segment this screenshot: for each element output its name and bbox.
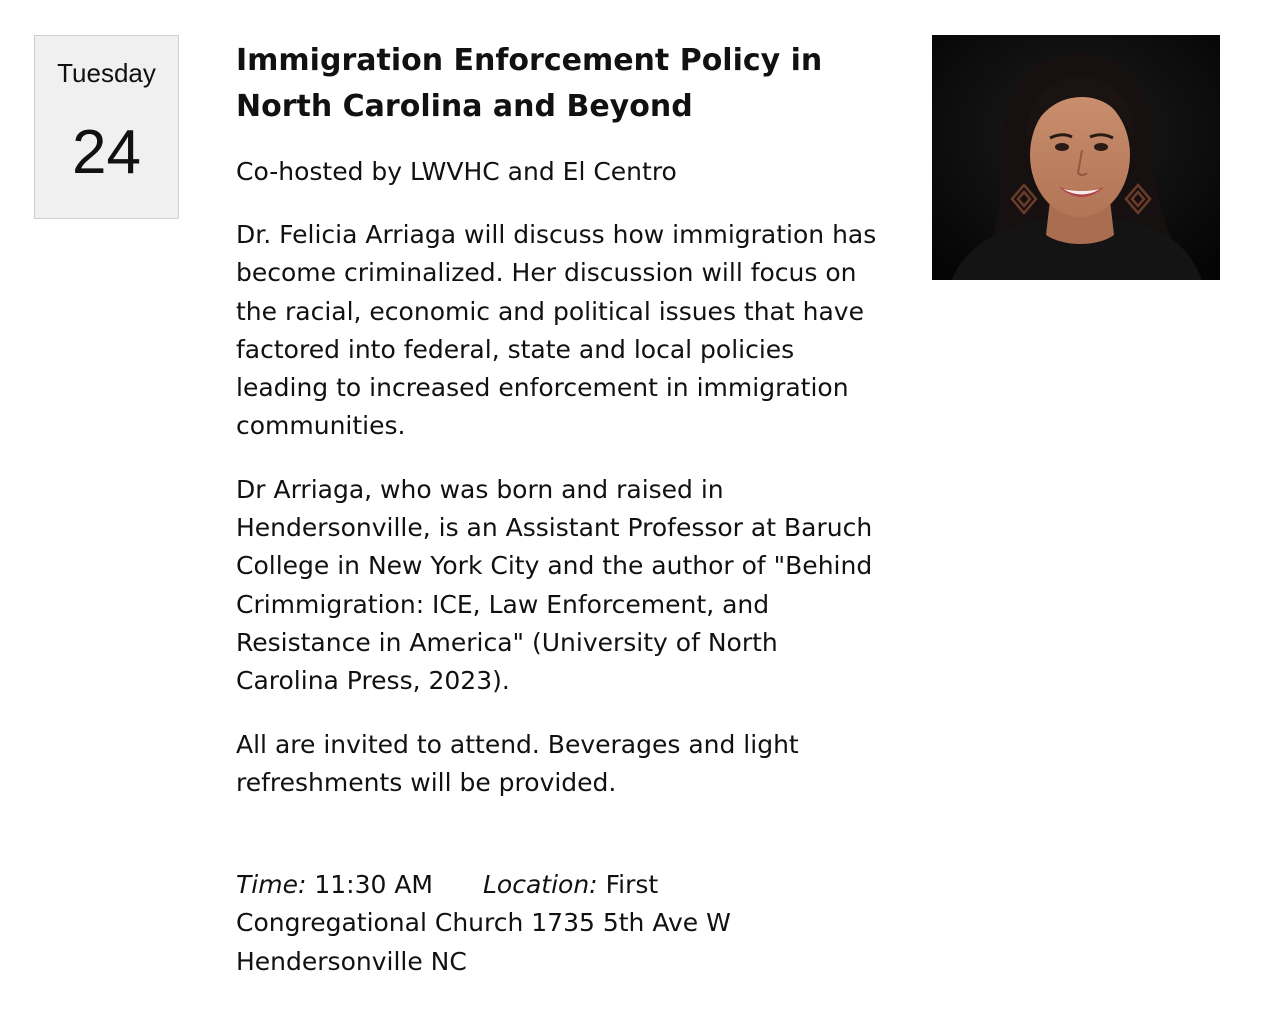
speaker-photo bbox=[932, 35, 1220, 280]
event-description-1: Dr. Felicia Arriaga will discuss how immigration has become criminalized. Her discussion will focus on the racial, economic and political issues that have factored into federal, state and local policies leading to increased enforcement in immigration communities. bbox=[236, 220, 877, 441]
time-value: 11:30 AM bbox=[314, 870, 433, 900]
location-value: First Congregational Church 1735 5th Ave W Hendersonville NC bbox=[236, 870, 731, 976]
event-description-3: All are invited to attend. Beverages and light refreshments will be provided. bbox=[236, 729, 799, 797]
location-label: Location: bbox=[483, 870, 598, 900]
event-title: Immigration Enforcement Policy in North Carolina and Beyond bbox=[236, 43, 823, 124]
event-time-location bbox=[236, 866, 776, 981]
event-cohost: Co-hosted by LWVHC and El Centro bbox=[236, 157, 677, 186]
event-day-number: 24 bbox=[72, 118, 141, 187]
speaker-portrait-icon bbox=[932, 35, 1220, 280]
event-weekday: Tuesday bbox=[57, 58, 156, 88]
event-description-2: Dr Arriaga, who was born and raised in Hendersonville, is an Assistant Professor at Baruch College in New York City and the author of "Behind Crimmigration: ICE, Law Enforcement, and Resistance in America" (University of North Carolina Press, 2023). bbox=[236, 474, 873, 696]
event-date-badge bbox=[34, 35, 179, 219]
time-label: Time: bbox=[236, 870, 307, 900]
event-details bbox=[236, 38, 896, 981]
